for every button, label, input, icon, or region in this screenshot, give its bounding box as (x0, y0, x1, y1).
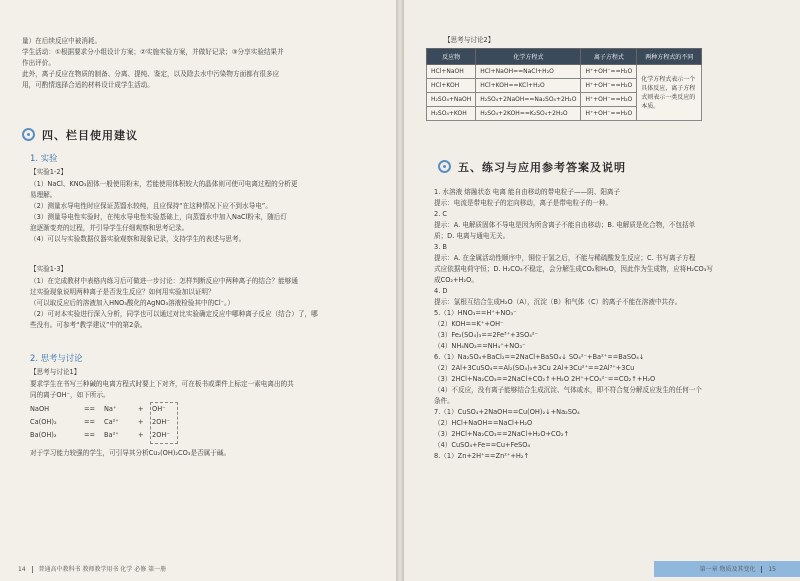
section-title-5: 五、练习与应用参考答案及说明 (458, 161, 626, 174)
table-header: 化学方程式 (476, 49, 581, 65)
equation-ion2: 2OH⁻ (152, 418, 170, 426)
table-cell: H₂SO₄+2NaOH==Na₂SO₄+2H₂O (476, 93, 581, 107)
text-line: 1. 水溶液 熔融状态 电离 能自由移动的带电粒子——阴、阳离子 (434, 188, 621, 196)
text-line: 3. B (434, 243, 447, 251)
text-line: （1）NaCl、KNO₃固体一般使用粉末，若能使用体积较大的晶体则可使可电离过程的分析更 (30, 180, 298, 188)
experiment-1-2-tag: 【实验1-2】 (30, 168, 68, 176)
table-cell: HCl+NaOH (427, 65, 476, 79)
subheading-experiment: 1. 实验 (30, 153, 58, 163)
right-page-number: 15 (768, 566, 776, 573)
reaction-table (426, 48, 702, 121)
equation-lhs: Ba(OH)₂ (30, 431, 57, 439)
text-line: 条件。 (434, 397, 454, 405)
text-line: 质；D. 电离与通电无关。 (434, 232, 510, 240)
table-cell: H⁺+OH⁻==H₂O (581, 65, 637, 79)
book-gutter (396, 0, 404, 581)
right-page (404, 0, 800, 581)
equation-eq: == (84, 405, 96, 413)
discussion-1-tag: 【思考与讨论1】 (30, 368, 81, 376)
text-line: 泡逐渐变亮的过程，并引导学生仔细观察和思考记录。 (30, 224, 189, 232)
text-line: 5.（1）HNO₃==H⁺+NO₃⁻ (434, 309, 517, 317)
equation-lhs: NaOH (30, 405, 50, 413)
table-note-cell (637, 65, 702, 121)
table-header-row (427, 49, 702, 65)
text-line: （3）2HCl+Na₂CO₃==2NaCl+CO₂↑+H₂O 2H⁺+CO₃²⁻==CO₂↑+H₂O (434, 375, 656, 383)
text-line: 同的离子OH⁻，如下所示。 (30, 391, 110, 399)
table-cell: H⁺+OH⁻==H₂O (581, 107, 637, 121)
text-line: 易理解。 (30, 191, 57, 199)
table-cell: HCl+KOH (427, 79, 476, 93)
right-footer (700, 564, 776, 573)
text-line: 作出评价。 (22, 59, 55, 67)
text-line: 7.（1）CuSO₄+2NaOH==Cu(OH)₂↓+Na₂SO₄ (434, 408, 580, 416)
text-line: 提示：氯根互结合生成H₂O（A），沉淀（B）和气体（C）的离子不能在溶液中共存。 (434, 298, 682, 306)
table-cell: H⁺+OH⁻==H₂O (581, 79, 637, 93)
text-line: 式应依据电荷守恒；D. H₂CO₃不稳定，会分解生成CO₂和H₂O，因此作为生成物，应将H₂CO₃写 (434, 265, 713, 273)
discussion-2-tag: 【思考与讨论2】 (444, 36, 495, 44)
text-line: 过实验现象说明两种离子是否发生反应？如何用实验加以证明？ (30, 288, 215, 296)
text-line: （4）不反应，没有离子能够结合生成沉淀、气体或水，即不符合复分解反应发生的任何一个 (434, 386, 702, 394)
left-page (0, 0, 396, 581)
text-line: 提示：电流是带电粒子的定向移动，离子是带电粒子的一种。 (434, 199, 613, 207)
table-cell: H₂SO₄+NaOH (427, 93, 476, 107)
table-cell: H₂SO₄+2KOH==K₂SO₄+2H₂O (476, 107, 581, 121)
equation-eq: == (84, 431, 96, 439)
experiment-1-3-tag: 【实验1-3】 (30, 265, 68, 273)
equation-plus: + (138, 431, 144, 439)
table-row (427, 65, 702, 79)
text-line: 学生活动：①根据要求分小组设计方案；②实施实验方案，并做好记录；③分享实验结果并 (22, 48, 284, 56)
equation-ion1: Na⁺ (104, 405, 117, 413)
left-page-number: 14 (18, 566, 26, 573)
text-line: 提示：A. 电解质固体不导电是因为所含离子不能自由移动；B. 电解质是化合物，不包括单 (434, 221, 696, 229)
text-line: （2）2Al+3CuSO₄==Al₂(SO₄)₃+3Cu 2Al+3Cu²⁺==2Al³⁺+3Cu (434, 364, 635, 372)
text-line: 要求学生在书写三种碱的电离方程式时要上下对齐，可在板书或课件上标定一素电离出的共 (30, 380, 294, 388)
equation-ion1: Ca²⁺ (104, 418, 119, 426)
subheading-discussion: 2. 思考与讨论 (30, 353, 83, 363)
table-cell: HCl+NaOH==NaCl+H₂O (476, 65, 581, 79)
text-line: 此外，离子反应在物质的制备、分离、提纯、鉴定，以及除去水中污染物方面都有很多应 (22, 70, 280, 78)
discussion-1-tail: 对于学习能力较强的学生，可引导其分析Cu₂(OH)₂CO₃是否属于碱。 (30, 449, 231, 457)
section-title-4: 四、栏目使用建议 (42, 129, 138, 142)
text-line: 2. C (434, 210, 447, 218)
text-line: （4）可以与实验数据仪器实验观察和现象记录，支持学生的表述与思考。 (30, 235, 246, 243)
text-line: （2）HCl+NaOH==NaCl+H₂O (434, 419, 533, 427)
text-line: （2）测量水导电性时应保证蒸馏水较纯，且应保持“在这种情况下应不到水导电”。 (30, 202, 272, 210)
text-line: （3）测量导电性实验时，在纯水导电性实验基础上，向蒸馏水中加入NaCl粉末，随后灯 (30, 213, 287, 221)
equation-ion1: Ba²⁺ (104, 431, 119, 439)
text-line: （1）在完成教材中表格内练习后可做进一步讨论：怎样判断反应中两种离子的结合？能够通 (30, 277, 298, 285)
table-header: 反应物 (427, 49, 476, 65)
table-header: 两种方程式的不同 (637, 49, 702, 65)
equation-plus: + (138, 405, 144, 413)
left-footer-text: 普通高中教科书 教师教学用书 化学 必修 第一册 (38, 566, 167, 573)
text-line: （3）2HCl+Na₂CO₃==2NaCl+H₂O+CO₂↑ (434, 430, 570, 438)
text-line: 6.（1）Na₂SO₄+BaCl₂==2NaCl+BaSO₄↓ SO₄²⁻+Ba²⁺==BaSO₄↓ (434, 353, 645, 361)
table-header: 离子方程式 (581, 49, 637, 65)
text-line: （2）可对本实验进行深入分析，同学也可以通过对比实验确定反应中哪种离子反应（结合）了，哪 (30, 310, 318, 318)
text-line: （可以取反应后的溶液加入HNO₃酸化的AgNO₃溶液检验其中的Cl⁻。） (30, 299, 235, 307)
text-line: 提示：A. 在金属活动性顺序中，铜位于氢之后，不能与稀硫酸发生反应；C. 书写离子方程 (434, 254, 696, 262)
equation-ion2: 2OH⁻ (152, 431, 170, 439)
text-line: 些没有。可参考“教学建议”中的第2条。 (30, 321, 147, 329)
table-cell: H⁺+OH⁻==H₂O (581, 93, 637, 107)
equation-lhs: Ca(OH)₂ (30, 418, 57, 426)
text-line: 用，可酌情选择合适的材料设计成学生活动。 (22, 81, 154, 89)
text-line: 量）在后续反应中被消耗。 (22, 37, 102, 45)
text-line: 8.（1）Zn+2H⁺==Zn²⁺+H₂↑ (434, 452, 530, 460)
section-icon (438, 160, 451, 173)
text-line: （3）Fe₂(SO₄)₃==2Fe³⁺+3SO₄²⁻ (434, 331, 539, 339)
left-footer (18, 564, 166, 573)
table-cell: HCl+KOH==KCl+H₂O (476, 79, 581, 93)
text-line: （4）CuSO₄+Fe==Cu+FeSO₄ (434, 441, 531, 449)
equation-plus: + (138, 418, 144, 426)
equation-ion2: OH⁻ (152, 405, 166, 413)
table-cell: H₂SO₄+KOH (427, 107, 476, 121)
text-line: 4. D (434, 287, 448, 295)
text-line: 成CO₂+H₂O。 (434, 276, 478, 284)
text-line: （2）KOH==K⁺+OH⁻ (434, 320, 504, 328)
text-line: （4）NH₄NO₃==NH₄⁺+NO₃⁻ (434, 342, 526, 350)
section-icon (22, 128, 35, 141)
equation-eq: == (84, 418, 96, 426)
table-note: 化学方程式表示一个具体反应，离子方程式则表示一类反应的本质。 (641, 75, 696, 110)
right-footer-chapter: 第一章 物质及其变化 (699, 566, 756, 573)
